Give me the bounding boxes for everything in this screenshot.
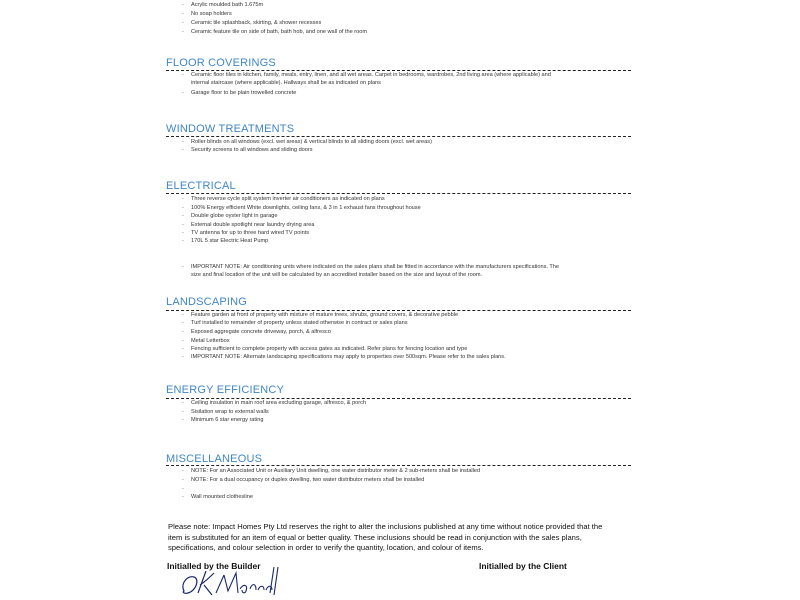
list-item: 170L 5 star Electric Heat Pump	[191, 238, 269, 244]
bullet: -	[182, 320, 184, 326]
list-item: Acrylic moulded bath 1.675m	[191, 2, 264, 8]
list-item: Double globe oyster light in garage	[191, 213, 278, 219]
builder-signature	[178, 563, 288, 600]
bullet: -	[182, 400, 184, 406]
bullet: -	[182, 346, 184, 352]
bullet: -	[182, 20, 184, 26]
bullet: -	[182, 468, 184, 474]
list-item: NOTE: For an Associated Unit or Auxiliary Unit dwelling, one water distributor meter & 2 sub-meters shall be installed	[191, 468, 481, 474]
list-item: No soap holders	[191, 11, 232, 17]
bullet: -	[182, 196, 184, 202]
bullet: -	[182, 494, 184, 500]
bullet: -	[182, 486, 184, 492]
section-divider	[166, 193, 631, 194]
list-item: Ceramic floor tiles in kitchen, family, meals, entry, linen, and all wet areas. Carpet in bedrooms, wardrobes, 2nd living area (where applicable) and	[191, 72, 551, 78]
list-item: External double spotlight near laundry drying area	[191, 222, 315, 228]
initialled-by-builder-label: Initialled by the Builder	[167, 561, 261, 571]
bullet: -	[182, 417, 184, 423]
bullet: -	[182, 90, 184, 96]
bullet: -	[182, 213, 184, 219]
list-item: IMPORTANT NOTE: Alternate landscaping specifications may apply to properties over 500sqm. Please refer to the sales plans.	[191, 354, 506, 360]
bullet: -	[182, 230, 184, 236]
section-heading-landscaping: LANDSCAPING	[166, 296, 248, 308]
list-item: IMPORTANT NOTE: Air conditioning units where indicated on the sales plans shall be fitted in accordance with the manufacturers specifications. The	[191, 264, 560, 270]
list-item: TV antenna for up to three hard wired TV points	[191, 230, 310, 236]
list-item: Metal Letterbox	[191, 338, 230, 344]
section-divider	[166, 465, 631, 466]
bullet: -	[182, 477, 184, 483]
bullet: -	[182, 147, 184, 153]
list-item: Turf installed to remainder of property unless stated otherwise in contract or sales plans	[191, 320, 408, 326]
disclaimer-line: item is substituted for an item of equal or better quality. These inclusions should be read in conjunction with the sales plans,	[168, 533, 582, 542]
section-heading-floor-coverings: FLOOR COVERINGS	[166, 57, 276, 69]
section-divider	[166, 310, 631, 311]
section-divider	[166, 136, 631, 137]
bullet: -	[182, 264, 184, 270]
section-divider	[166, 398, 631, 399]
list-item: 100% Energy efficient White downlights, ceiling fans, & 3 in 1 exhaust fans throughout house	[191, 205, 421, 211]
list-item: Three reverse cycle split system inverter air conditioners as indicated on plans	[191, 196, 385, 202]
bullet: -	[182, 222, 184, 228]
bullet: -	[182, 354, 184, 360]
bullet: -	[182, 205, 184, 211]
bullet: -	[182, 139, 184, 145]
list-item: Ceramic feature tile on side of bath, bath hob, and one wall of the room	[191, 29, 367, 35]
bullet: -	[182, 329, 184, 335]
bullet: -	[182, 2, 184, 8]
list-item: Wall mounted clothesline	[191, 494, 253, 500]
list-item: NOTE: For a dual occupancy or duplex dwelling, two water distributor meters shall be installed	[191, 477, 425, 483]
bullet: -	[182, 238, 184, 244]
initialled-by-client-label: Initialled by the Client	[479, 561, 567, 571]
list-item: Ceiling insulation in main roof area excluding garage, alfresco, & porch	[191, 400, 367, 406]
disclaimer-line: specifications, and colour selection in order to verify the quantity, location, and colour of items.	[168, 543, 484, 552]
bullet: -	[182, 409, 184, 415]
list-item: Sisilation wrap to external walls	[191, 409, 269, 415]
list-item: Fencing sufficient to complete property with access gates as indicated. Refer plans for fencing location and type	[191, 346, 468, 352]
bullet: -	[182, 11, 184, 17]
disclaimer-line: Please note: Impact Homes Pty Ltd reserves the right to alter the inclusions published at any time without notice provided that the	[168, 522, 603, 531]
list-item: Feature garden at front of property with mixture of mature trees, shrubs, ground covers, & decorative pebble	[191, 312, 459, 318]
bullet: -	[182, 29, 184, 35]
list-item: Exposed aggregate concrete driveway, porch, & alfresco	[191, 329, 331, 335]
section-heading-miscellaneous: MISCELLANEOUS	[166, 453, 263, 465]
list-item-continuation: internal staircase (where applicable). Hallways shall be as indicated on plans	[191, 80, 381, 86]
section-heading-window-treatments: WINDOW TREATMENTS	[166, 123, 295, 135]
list-item: Ceramic tile splashback, skirting, & shower recesses	[191, 20, 322, 26]
section-heading-electrical: ELECTRICAL	[166, 180, 236, 192]
list-item-continuation: size and final location of the unit will be calculated by an accredited installer based on the size and layout of the room.	[191, 272, 483, 278]
list-item: Garage floor to be plain trowelled concrete	[191, 90, 297, 96]
list-item: Security screens to all windows and sliding doors	[191, 147, 313, 153]
section-divider	[166, 70, 631, 71]
bullet: -	[182, 338, 184, 344]
list-item: Minimum 6 star energy rating	[191, 417, 264, 423]
bullet: -	[182, 312, 184, 318]
section-heading-energy-efficiency: ENERGY EFFICIENCY	[166, 384, 285, 396]
bullet: -	[182, 72, 184, 78]
list-item: Roller blinds on all windows (excl. wet areas) & vertical blinds to all sliding doors (excl. wet areas)	[191, 139, 432, 145]
